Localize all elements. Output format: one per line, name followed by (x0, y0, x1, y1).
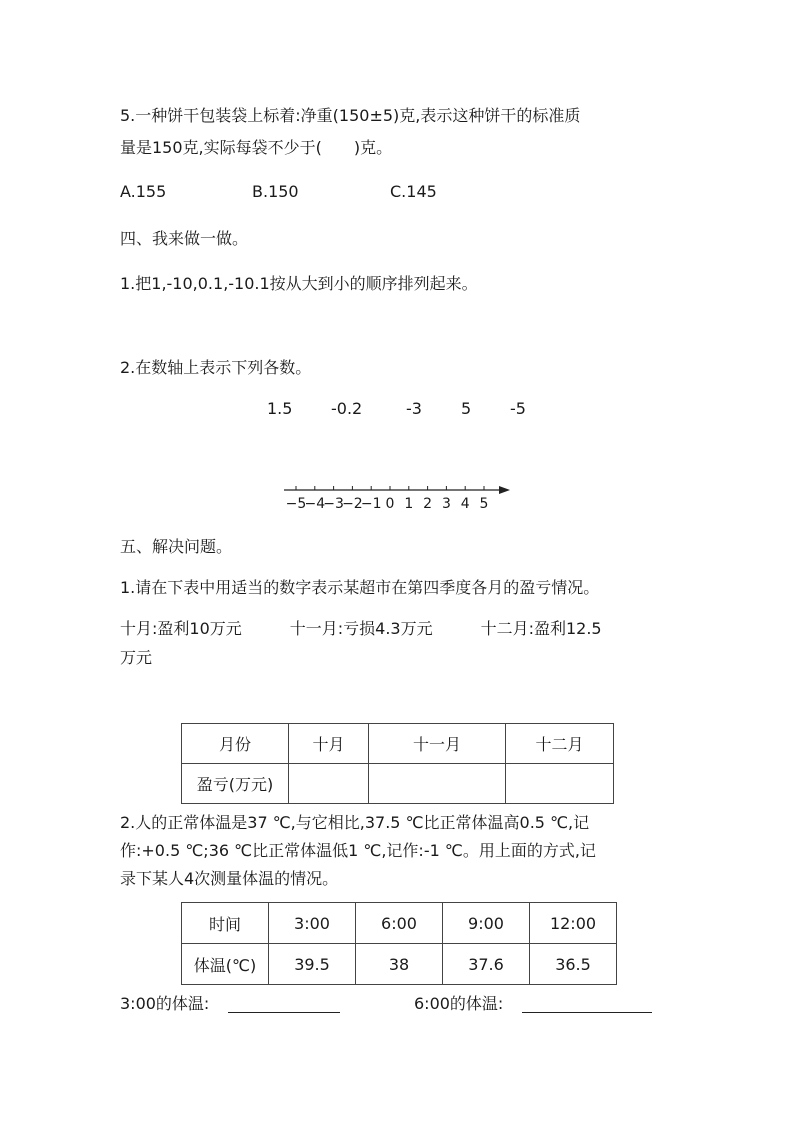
temperature-table (181, 902, 617, 985)
answer-cell[interactable] (506, 764, 614, 804)
number-line-label: −1 (360, 496, 382, 512)
section5-q1-line2: 十月:盈利10万元 十一月:亏损4.3万元 十二月:盈利12.5 (120, 619, 602, 638)
table-header-cell: 十月 (289, 724, 369, 764)
q5-option-a: A.155 (120, 182, 167, 201)
number-2: -0.2 (331, 399, 363, 418)
section5-q1-line3: 万元 (120, 648, 153, 667)
table-row-label: 体温(℃) (182, 944, 269, 985)
number-line-label: −3 (323, 496, 344, 512)
answer-label-6: 6:00的体温: (414, 994, 504, 1013)
table-header-cell: 9:00 (443, 903, 530, 944)
table-header-cell: 6:00 (356, 903, 443, 944)
answer-blank-6[interactable] (522, 1012, 652, 1013)
section5-q2-line1: 2.人的正常体温是37 ℃,与它相比,37.5 ℃比正常体温高0.5 ℃,记 (120, 813, 590, 832)
table-header-cell: 12:00 (530, 903, 617, 944)
table-header-cell: 3:00 (269, 903, 356, 944)
section5-q2-line2: 作:+0.5 ℃;36 ℃比正常体温低1 ℃,记作:-1 ℃。用上面的方式,记 (120, 841, 596, 860)
table-cell: 36.5 (530, 944, 617, 985)
table-header-cell: 时间 (182, 903, 269, 944)
table-cell: 39.5 (269, 944, 356, 985)
answer-blank-3[interactable] (228, 1012, 340, 1013)
number-line-label: 0 (385, 496, 395, 512)
number-line (280, 480, 520, 516)
table-row-label: 盈亏(万元) (182, 764, 289, 804)
number-line-label: −4 (304, 496, 326, 512)
number-line-label: 1 (404, 496, 414, 512)
table-header-cell: 十一月 (369, 724, 506, 764)
answer-cell[interactable] (369, 764, 506, 804)
section5-q2-line3: 录下某人4次测量体温的情况。 (120, 869, 339, 888)
section4-heading: 四、我来做一做。 (120, 229, 249, 248)
q5-line1: 5.一种饼干包装袋上标着:净重(150±5)克,表示这种饼干的标准质 (120, 106, 581, 125)
profit-table (181, 723, 614, 804)
number-line-label: 2 (423, 496, 433, 512)
section5-q1-text: 1.请在下表中用适当的数字表示某超市在第四季度各月的盈亏情况。 (120, 578, 600, 597)
number-line-label: −2 (342, 496, 363, 512)
table-cell: 37.6 (443, 944, 530, 985)
q5-line2: 量是150克,实际每袋不少于( )克。 (120, 138, 393, 157)
number-3: -3 (406, 399, 422, 418)
table-header-cell: 十二月 (506, 724, 614, 764)
answer-label-3: 3:00的体温: (120, 994, 210, 1013)
section5-heading: 五、解决问题。 (120, 537, 233, 556)
number-line-label: 3 (441, 496, 451, 512)
number-4: 5 (461, 399, 472, 418)
number-1: 1.5 (267, 399, 293, 418)
q5-option-c: C.145 (390, 182, 437, 201)
table-cell: 38 (356, 944, 443, 985)
number-line-label: 4 (460, 496, 470, 512)
number-line-label: 5 (479, 496, 489, 512)
number-line-label: −5 (285, 496, 307, 512)
section4-q2: 2.在数轴上表示下列各数。 (120, 358, 312, 377)
section4-q1: 1.把1,-10,0.1,-10.1按从大到小的顺序排列起来。 (120, 274, 478, 293)
arrow-icon (499, 486, 510, 494)
q5-option-b: B.150 (252, 182, 299, 201)
number-5: -5 (510, 399, 526, 418)
table-header-cell: 月份 (182, 724, 289, 764)
answer-cell[interactable] (289, 764, 369, 804)
